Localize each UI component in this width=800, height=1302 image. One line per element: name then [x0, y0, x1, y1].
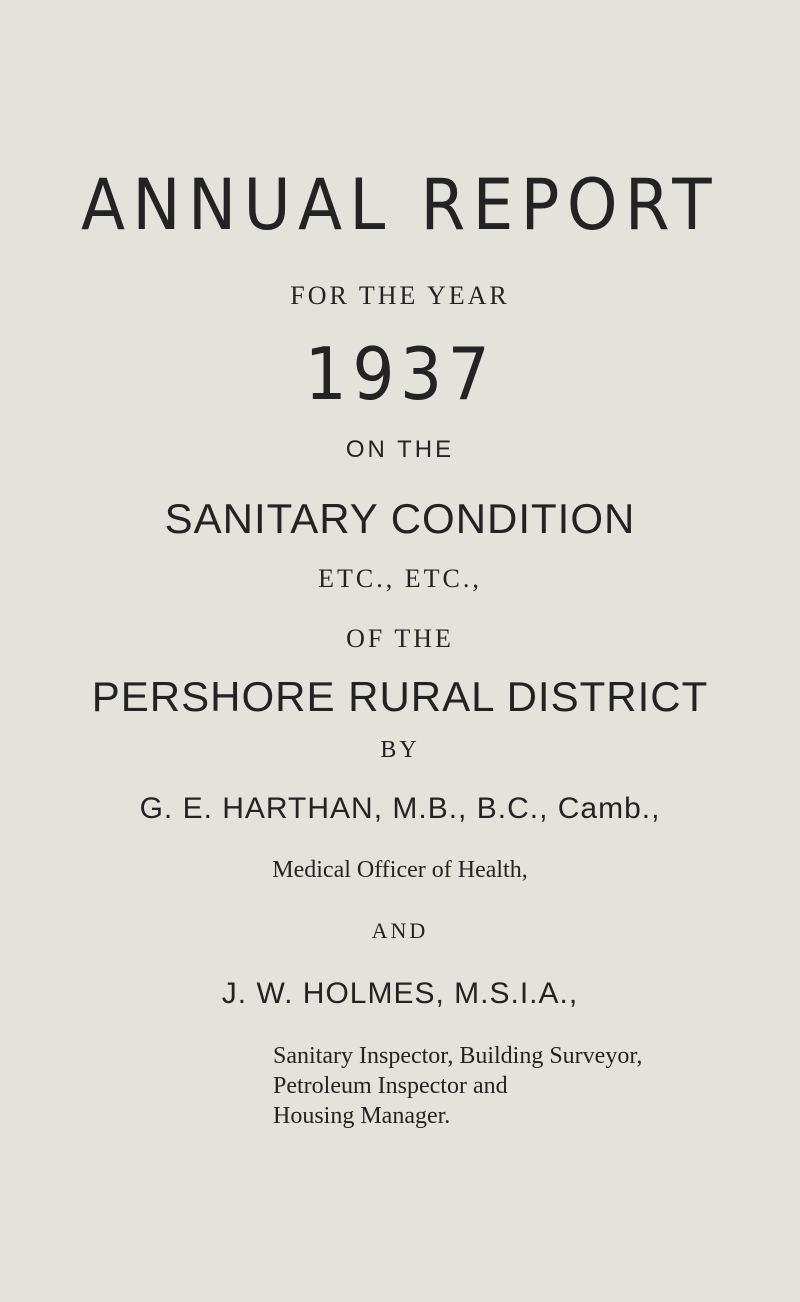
author-1-name: G. E. HARTHAN, M.B., B.C., Camb.,	[139, 792, 661, 825]
of-the-label: OF THE	[346, 624, 454, 653]
author-2-role-line: Sanitary Inspector, Building Surveyor,	[273, 1043, 643, 1069]
on-the-label: ON THE	[345, 436, 455, 463]
etc-label: ETC., ETC.,	[318, 564, 482, 593]
by-label: BY	[380, 737, 420, 763]
subject-heading: SANITARY CONDITION	[164, 495, 636, 542]
author-2-role-line: Petroleum Inspector and	[273, 1073, 508, 1099]
author-2-role-line: Housing Manager.	[273, 1103, 451, 1129]
for-the-year-label: FOR THE YEAR	[290, 281, 510, 310]
author-1-role: Medical Officer of Health,	[272, 857, 528, 883]
report-year: 1937	[304, 332, 496, 416]
author-2-role	[273, 1041, 773, 1131]
author-2-name: J. W. HOLMES, M.S.I.A.,	[221, 977, 579, 1010]
district-heading: PERSHORE RURAL DISTRICT	[91, 673, 709, 720]
report-title: ANNUAL REPORT	[81, 164, 719, 246]
and-label: AND	[371, 918, 429, 943]
